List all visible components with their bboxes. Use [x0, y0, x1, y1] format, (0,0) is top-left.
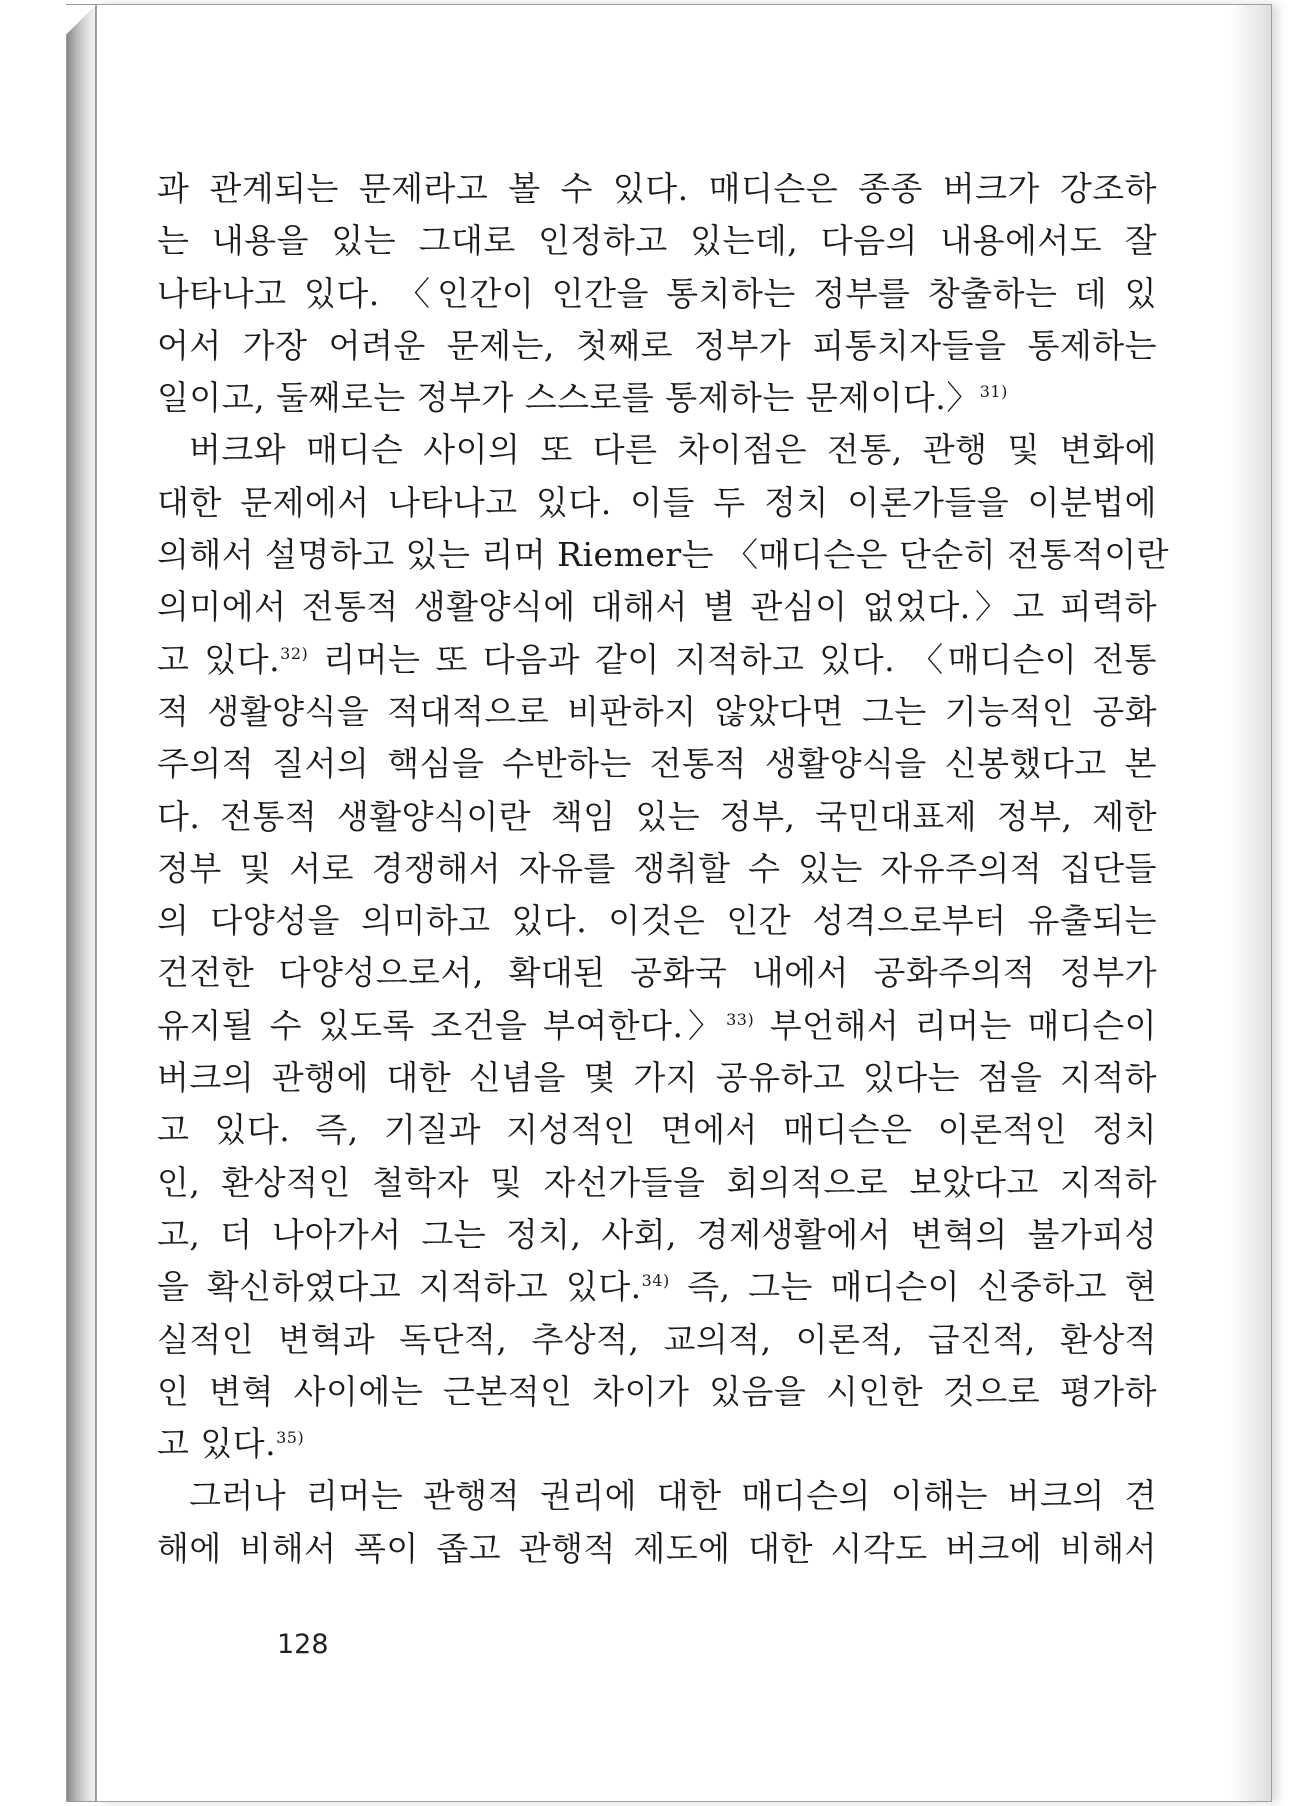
text-line-content: 고 있다. 즉, 기질과 지성적인 면에서 매디슨은 이론적인 정치 [157, 1110, 1157, 1150]
text-line-continuation: 부언해서 리머는 매디슨이 [754, 1005, 1157, 1045]
text-line [157, 1523, 1157, 1575]
text-line [157, 738, 1157, 790]
footnote-marker: 35) [276, 1428, 305, 1448]
text-line-content: 을 확신하였다고 지적하고 있다. [157, 1267, 642, 1307]
text-line-content: 적 생활양식을 적대적으로 비판하지 않았다면 그는 기능적인 공화 [157, 691, 1157, 731]
text-line-content: 고, 더 나아가서 그는 정치, 사회, 경제생활에서 변혁의 불가피성 [157, 1214, 1157, 1254]
text-line [157, 424, 1157, 476]
text-line-content: 실적인 변혁과 독단적, 추상적, 교의적, 이론적, 급진적, 환상적 [157, 1319, 1157, 1359]
text-line-content: 주의적 질서의 핵심을 수반하는 전통적 생활양식을 신봉했다고 본 [157, 744, 1157, 784]
footnote-marker: 34) [641, 1271, 670, 1291]
text-line-continuation: 리머는 또 다음과 같이 지적하고 있다. 〈매디슨이 전통 [308, 639, 1157, 679]
text-line-content: 는 내용을 있는 그대로 인정하고 있는데, 다음의 내용에서도 잘 [157, 221, 1157, 261]
text-line [157, 1052, 1157, 1104]
text-line [157, 1418, 1157, 1470]
text-line [157, 529, 1170, 581]
body-text [157, 163, 1170, 1575]
text-line [157, 268, 1157, 320]
page-fold-shadow [1231, 5, 1271, 1801]
text-line [157, 1261, 1157, 1313]
text-line-content: 어서 가장 어려운 문제는, 첫째로 정부가 피통치자들을 통제하는 [157, 325, 1157, 365]
text-line-content: 건전한 다양성으로서, 확대된 공화국 내에서 공화주의적 정부가 [157, 953, 1157, 993]
text-line [157, 1209, 1157, 1261]
text-line [157, 1157, 1157, 1209]
page-number: 128 [277, 1629, 329, 1660]
text-line-content: 유지될 수 있도록 조건을 부여한다.〉 [157, 1005, 727, 1045]
text-line [157, 215, 1157, 267]
text-line [157, 581, 1157, 633]
text-line [157, 843, 1157, 895]
text-line-content: 대한 문제에서 나타나고 있다. 이들 두 정치 이론가들을 이분법에 [157, 482, 1157, 522]
text-line [157, 1000, 1157, 1052]
text-line [157, 372, 1157, 424]
text-line [157, 634, 1157, 686]
text-line-continuation: 즉, 그는 매디슨이 신중하고 현 [669, 1267, 1157, 1307]
text-line-content: 고 있다. [157, 1424, 277, 1464]
text-line-content: 다. 전통적 생활양식이란 책임 있는 정부, 국민대표제 정부, 제한 [157, 796, 1157, 836]
text-line-content: 버크의 관행에 대한 신념을 몇 가지 공유하고 있다는 점을 지적하 [157, 1058, 1157, 1098]
text-line-content: 일이고, 둘째로는 정부가 스스로를 통제하는 문제이다.〉 [157, 378, 980, 418]
text-line [157, 163, 1157, 215]
text-line-content: 고 있다. [157, 639, 281, 679]
footnote-marker: 32) [280, 643, 309, 663]
text-line [157, 1104, 1157, 1156]
text-line [157, 791, 1157, 843]
text-line [157, 1470, 1157, 1522]
text-line [157, 686, 1157, 738]
book-page-edge [66, 4, 96, 1802]
text-line [157, 1366, 1157, 1418]
text-line-content: 인 변혁 사이에는 근본적인 차이가 있음을 시인한 것으로 평가하 [157, 1371, 1157, 1411]
text-line [157, 947, 1157, 999]
text-line-content: 나타나고 있다. 〈인간이 인간을 통치하는 정부를 창출하는 데 있 [157, 273, 1157, 313]
text-line-content: 버크와 매디슨 사이의 또 다른 차이점은 전통, 관행 및 변화에 [189, 430, 1157, 470]
text-line [157, 1314, 1157, 1366]
text-line [157, 320, 1157, 372]
text-line-content: 정부 및 서로 경쟁해서 자유를 쟁취할 수 있는 자유주의적 집단들 [157, 848, 1157, 888]
text-line-content: 해에 비해서 폭이 좁고 관행적 제도에 대한 시각도 버크에 비해서 [157, 1528, 1157, 1568]
text-line-content: 의미에서 전통적 생활양식에 대해서 별 관심이 없었다.〉고 피력하 [157, 587, 1157, 627]
text-line-content: 과 관계되는 문제라고 볼 수 있다. 매디슨은 종종 버크가 강조하 [157, 169, 1157, 208]
text-line-content: 의 다양성을 의미하고 있다. 이것은 인간 성격으로부터 유출되는 [157, 901, 1157, 941]
footnote-marker: 31) [979, 382, 1008, 402]
text-line-content: 인, 환상적인 철학자 및 자선가들을 회의적으로 보았다고 지적하 [157, 1162, 1157, 1202]
text-line-content: 의해서 설명하고 있는 리머 Riemer는 〈매디슨은 단순히 전통적이란 [157, 535, 1170, 575]
footnote-marker: 33) [726, 1009, 755, 1029]
text-line [157, 477, 1157, 529]
text-line-content: 그러나 리머는 관행적 권리에 대한 매디슨의 이해는 버크의 견 [189, 1476, 1157, 1516]
text-line [157, 895, 1157, 947]
